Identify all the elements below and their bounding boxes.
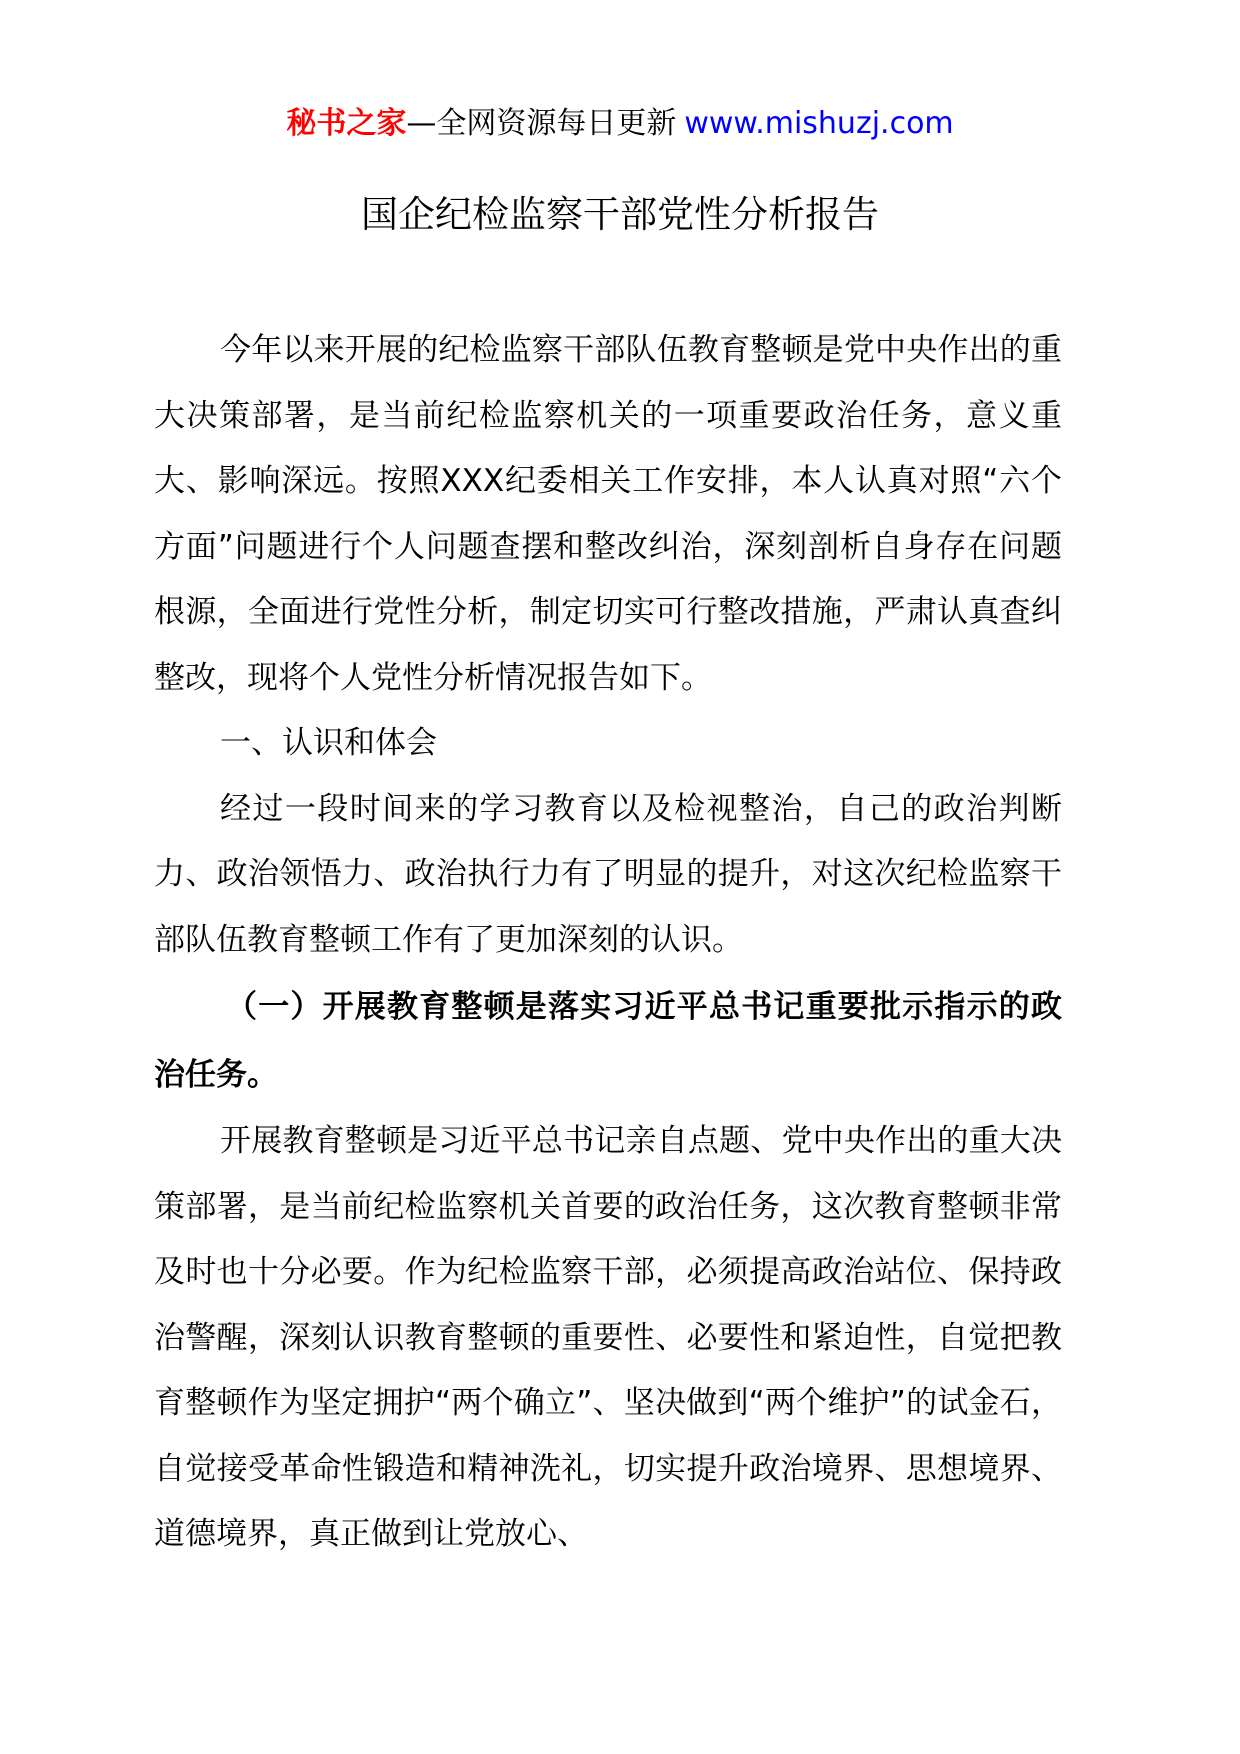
subsection-paragraph: 开展教育整顿是习近平总书记亲自点题、党中央作出的重大决策部署，是当前纪检监察机关首要的政治任务，这次教育整顿非常及时也十分必要。作为纪检监察干部，必须提高政治站位、保持政治警醒，深刻认识教育整顿的重要性、必要性和紧迫性，自觉把教育整顿作为坚定拥护“两个确立”、坚决做到“两个维护”的试金石，自觉接受革命性锻造和精神洗礼，切实提升政治境界、思想境界、道德境界，真正做到让党放心、 [154, 1123, 1062, 1552]
slogan-text: —全网资源每日更新 [406, 106, 677, 141]
subsection-heading: （一）开展教育整顿是落实习近平总书记重要批示指示的政治任务。 [154, 989, 1062, 1093]
document-body [154, 318, 1062, 1568]
section-paragraph: 经过一段时间来的学习教育以及检视整治，自己的政治判断力、政治领悟力、政治执行力有了明显的提升，对这次纪检监察干部队伍教育整顿工作有了更加深刻的认识。 [154, 790, 1062, 958]
site-url-link[interactable]: www.mishuzj.com [684, 106, 954, 141]
section-heading: 一、认识和体会 [220, 725, 437, 761]
site-banner [0, 104, 1240, 144]
document-title: 国企纪检监察干部党性分析报告 [361, 193, 879, 236]
brand-name: 秘书之家 [286, 106, 407, 141]
intro-paragraph: 今年以来开展的纪检监察干部队伍教育整顿是党中央作出的重大决策部署，是当前纪检监察机关的一项重要政治任务，意义重大、影响深远。按照XXX纪委相关工作安排，本人认真对照“六个方面”问题进行个人问题查摆和整改纠治，深刻剖析自身存在问题根源，全面进行党性分析，制定切实可行整改措施，严肃认真查纠整改，现将个人党性分析情况报告如下。 [154, 332, 1062, 696]
